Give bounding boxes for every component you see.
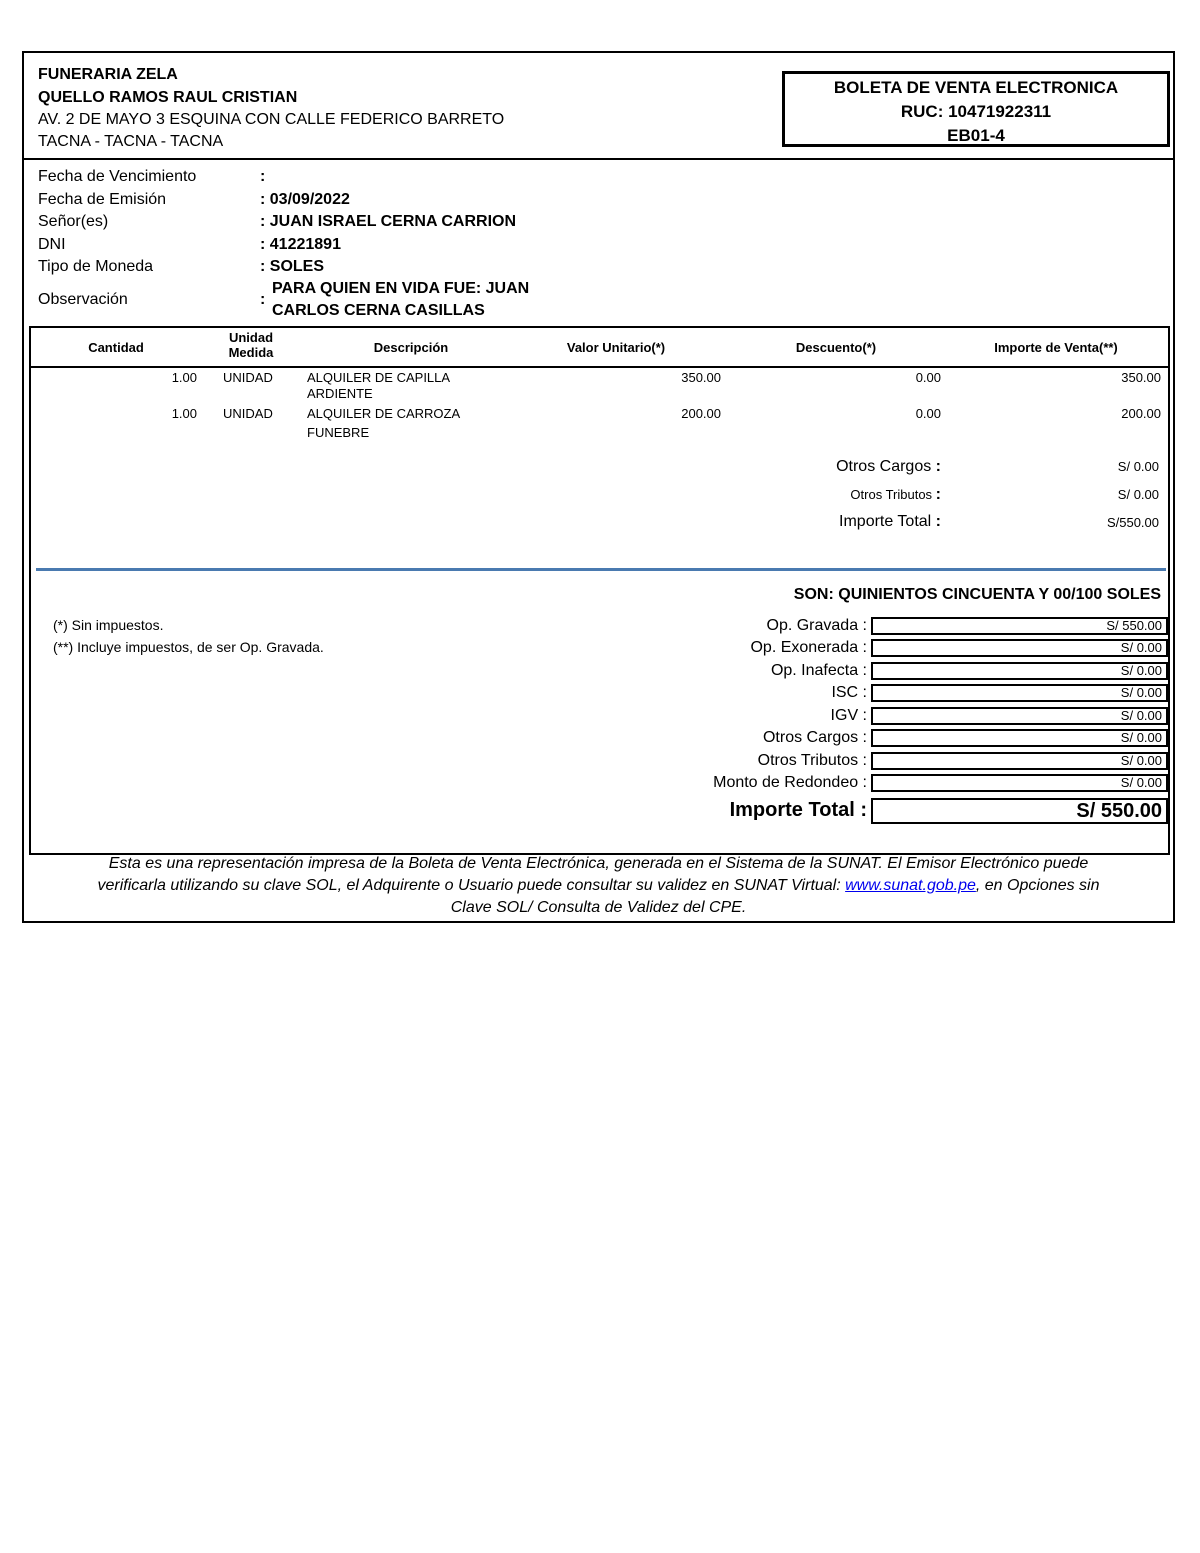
cell-importe: 200.00 [1121, 406, 1161, 421]
section-divider-blue [36, 568, 1166, 571]
subtotal-label-importe-total: Importe Total : [839, 513, 941, 530]
info-value-moneda: : SOLES [260, 258, 325, 275]
note-sin-impuestos: (*) Sin impuestos. [53, 617, 164, 633]
summary-row-isc: ISC : S/ 0.00 [591, 682, 1169, 704]
invoice-document [22, 51, 1175, 923]
cell-valor-unitario: 200.00 [681, 406, 721, 421]
header-divider [24, 158, 1173, 160]
cell-descuento: 0.00 [915, 370, 941, 385]
subtotal-label-otros-cargos: Otros Cargos : [836, 458, 941, 475]
summary-value-box: S/ 0.00 [871, 707, 1168, 725]
amount-in-words: SON: QUINIENTOS CINCUENTA Y 00/100 SOLES [793, 586, 1161, 603]
cell-valor-unitario: 350.00 [681, 370, 721, 385]
summary-row-igv: IGV : S/ 0.00 [591, 705, 1169, 727]
info-value-observacion-2: CARLOS CERNA CASILLAS [272, 302, 485, 319]
info-label-emision: Fecha de Emisión [38, 191, 167, 208]
table-header-divider [31, 366, 1168, 368]
document-type: BOLETA DE VENTA ELECTRONICA [833, 78, 1119, 97]
cell-unidad: UNIDAD [223, 370, 273, 385]
summary-value-box: S/ 0.00 [871, 684, 1168, 702]
info-label-vencimiento: Fecha de Vencimiento [38, 168, 197, 185]
col-header-descuento: Descuento(*) [795, 340, 877, 355]
info-colon-observacion: : [260, 291, 266, 308]
col-header-cantidad: Cantidad [88, 340, 144, 355]
footer-line-3: Clave SOL/ Consulta de Validez del CPE. [450, 899, 747, 916]
summary-row-op-inafecta: Op. Inafecta : S/ 0.00 [591, 660, 1169, 682]
info-value-senor: : JUAN ISRAEL CERNA CARRION [260, 213, 517, 230]
info-label-observacion: Observación [38, 291, 128, 308]
summary-row-op-gravada: Op. Gravada : S/ 550.00 [591, 615, 1169, 637]
cell-unidad: UNIDAD [223, 406, 273, 421]
info-value-emision: : 03/09/2022 [260, 191, 350, 208]
summary-value-box: S/ 0.00 [871, 774, 1168, 792]
cell-descripcion-2: ARDIENTE [307, 386, 373, 401]
footer-line-1: Esta es una representación impresa de la Boleta de Venta Electrónica, generada en el Sistema de la SUNAT. El Emisor Electrónico puede [108, 855, 1089, 872]
sunat-link[interactable]: www.sunat.gob.pe [845, 877, 976, 894]
subtotal-value-importe-total: S/550.00 [1106, 515, 1159, 530]
col-header-importe: Importe de Venta(**) [994, 340, 1118, 355]
document-number: EB01-4 [947, 126, 1005, 145]
subtotal-label-otros-tributos: Otros Tributos : [850, 486, 941, 503]
cell-cantidad: 1.00 [171, 406, 197, 421]
col-header-valor-unitario: Valor Unitario(*) [566, 340, 666, 355]
note-incluye-impuestos: (**) Incluye impuestos, de ser Op. Gravada. [53, 639, 324, 655]
issuer-address: AV. 2 DE MAYO 3 ESQUINA CON CALLE FEDERICO BARRETO [38, 111, 505, 128]
document-type-box [782, 71, 1170, 147]
cell-importe: 350.00 [1121, 370, 1161, 385]
info-value-vencimiento: : [260, 168, 266, 185]
summary-row-importe-total: Importe Total : S/ 550.00 [591, 796, 1169, 824]
summary-value-box: S/ 0.00 [871, 639, 1168, 657]
cell-descuento: 0.00 [915, 406, 941, 421]
subtotal-value-otros-cargos: S/ 0.00 [1117, 459, 1159, 474]
footer-line-2: verificarla utilizando su clave SOL, el Adquirente o Usuario puede consultar su validez en SUNAT Virtual: www.sunat.gob.pe, en Opciones sin [97, 877, 1100, 894]
summary-row-monto-redondeo: Monto de Redondeo : S/ 0.00 [591, 772, 1169, 794]
summary-value-box: S/ 0.00 [871, 729, 1168, 747]
cell-cantidad: 1.00 [171, 370, 197, 385]
info-value-observacion-1: PARA QUIEN EN VIDA FUE: JUAN [272, 280, 530, 297]
cell-descripcion: ALQUILER DE CAPILLA [307, 370, 451, 385]
issuer-location: TACNA - TACNA - TACNA [38, 133, 224, 150]
summary-row-op-exonerada: Op. Exonerada : S/ 0.00 [591, 637, 1169, 659]
document-ruc: RUC: 10471922311 [900, 102, 1052, 121]
info-value-dni: : 41221891 [260, 236, 341, 253]
cell-descripcion-2: FUNEBRE [307, 425, 370, 440]
issuer-owner: QUELLO RAMOS RAUL CRISTIAN [38, 89, 298, 106]
cell-descripcion: ALQUILER DE CARROZA [307, 406, 461, 421]
info-label-senor: Señor(es) [38, 213, 109, 230]
col-header-unidad: Unidad Medida [228, 330, 274, 360]
info-label-dni: DNI [38, 236, 66, 253]
summary-row-otros-cargos: Otros Cargos : S/ 0.00 [591, 727, 1169, 749]
summary-row-otros-tributos: Otros Tributos : S/ 0.00 [591, 750, 1169, 772]
col-header-descripcion: Descripción [373, 340, 449, 355]
summary-value-box: S/ 0.00 [871, 662, 1168, 680]
issuer-trade-name: FUNERARIA ZELA [38, 66, 178, 83]
summary-value-box: S/ 550.00 [871, 617, 1168, 635]
total-value-box: S/ 550.00 [871, 798, 1168, 824]
summary-value-box: S/ 0.00 [871, 752, 1168, 770]
legal-footer [24, 853, 1173, 919]
subtotal-value-otros-tributos: S/ 0.00 [1117, 487, 1159, 502]
info-label-moneda: Tipo de Moneda [38, 258, 154, 275]
items-table [29, 326, 1170, 855]
